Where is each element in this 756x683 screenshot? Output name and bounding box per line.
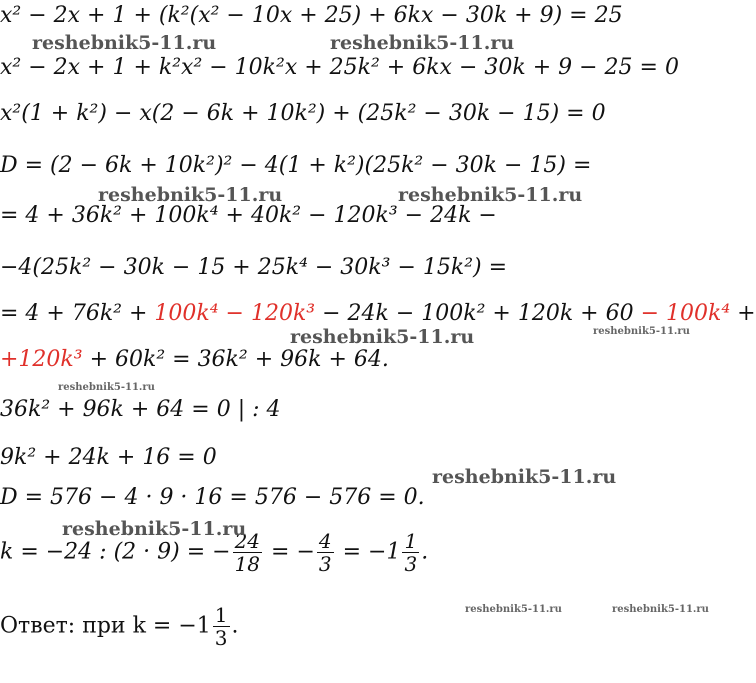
discriminant-value-line: D = 576 − 4 · 9 · 16 = 576 − 576 = 0. bbox=[0, 485, 425, 510]
quadratic-line: 36k² + 96k + 64 = 0 | : 4 bbox=[0, 397, 281, 422]
watermark: reshebnik5-11.ru bbox=[62, 518, 247, 540]
expansion-text-b: − 24k − 100k² + 120k + 60 bbox=[315, 301, 641, 326]
answer-line bbox=[0, 604, 239, 649]
reduced-quadratic-line: 9k² + 24k + 16 = 0 bbox=[0, 445, 217, 470]
expansion-line-4 bbox=[0, 346, 389, 374]
expansion-line-3 bbox=[0, 300, 756, 328]
watermark: reshebnik5-11.ru bbox=[612, 604, 709, 615]
watermark: reshebnik5-11.ru bbox=[398, 184, 583, 206]
answer-prefix: Ответ: при k = −1 bbox=[0, 613, 211, 639]
equation-line-3: x²(1 + k²) − x(2 − 6k + 10k²) + (25k² − 30k − 15) = 0 bbox=[0, 101, 606, 126]
watermark: reshebnik5-11.ru bbox=[465, 604, 562, 615]
root-suffix: . bbox=[421, 539, 429, 565]
watermark: reshebnik5-11.ru bbox=[290, 326, 475, 348]
expansion-line-1: = 4 + 36k² + 100k⁴ + 40k² − 120k³ − 24k − bbox=[0, 203, 497, 228]
expansion-line-2: −4(25k² − 30k − 15 + 25k⁴ − 30k³ − 15k²) = bbox=[0, 255, 508, 280]
expansion-result: + 60k² = 36k² + 96k + 64. bbox=[82, 347, 389, 372]
watermark: reshebnik5-11.ru bbox=[32, 32, 217, 54]
root-mid-1: = − bbox=[264, 539, 315, 565]
fraction-numerator: 1 bbox=[214, 603, 228, 627]
fraction-denominator: 18 bbox=[234, 552, 261, 576]
expansion-text-a: = 4 + 76k² + bbox=[0, 301, 155, 326]
fraction-1-3 bbox=[402, 530, 419, 575]
fraction-denominator: 3 bbox=[404, 552, 418, 576]
fraction-4-3 bbox=[317, 530, 334, 575]
watermark: reshebnik5-11.ru bbox=[58, 382, 155, 393]
watermark: reshebnik5-11.ru bbox=[593, 326, 690, 337]
answer-fraction bbox=[213, 604, 230, 649]
watermark: reshebnik5-11.ru bbox=[330, 32, 515, 54]
cancelled-terms-c: +120k³ bbox=[0, 347, 83, 372]
expansion-text-c: + bbox=[730, 301, 756, 326]
fraction-numerator: 4 bbox=[318, 529, 332, 553]
watermark: reshebnik5-11.ru bbox=[98, 184, 283, 206]
watermark: reshebnik5-11.ru bbox=[432, 466, 617, 488]
equation-line-2: x² − 2x + 1 + k²x² − 10k²x + 25k² + 6kx − 30k + 9 − 25 = 0 bbox=[0, 55, 679, 80]
root-prefix: k = −24 : (2 · 9) = − bbox=[0, 539, 231, 565]
cancelled-terms-b: − 100k⁴ bbox=[640, 301, 731, 326]
root-mid-2: = −1 bbox=[335, 539, 401, 565]
fraction-numerator: 1 bbox=[404, 529, 418, 553]
equation-line-1: x² − 2x + 1 + (k²(x² − 10x + 25) + 6kx − 30k + 9) = 25 bbox=[0, 3, 623, 28]
fraction-denominator: 3 bbox=[318, 552, 332, 576]
fraction-numerator: 24 bbox=[234, 529, 261, 553]
discriminant-line: D = (2 − 6k + 10k²)² − 4(1 + k²)(25k² − 30k − 15) = bbox=[0, 153, 592, 178]
cancelled-terms-a: 100k⁴ − 120k³ bbox=[154, 301, 316, 326]
fraction-denominator: 3 bbox=[214, 626, 228, 650]
answer-suffix: . bbox=[231, 613, 239, 639]
